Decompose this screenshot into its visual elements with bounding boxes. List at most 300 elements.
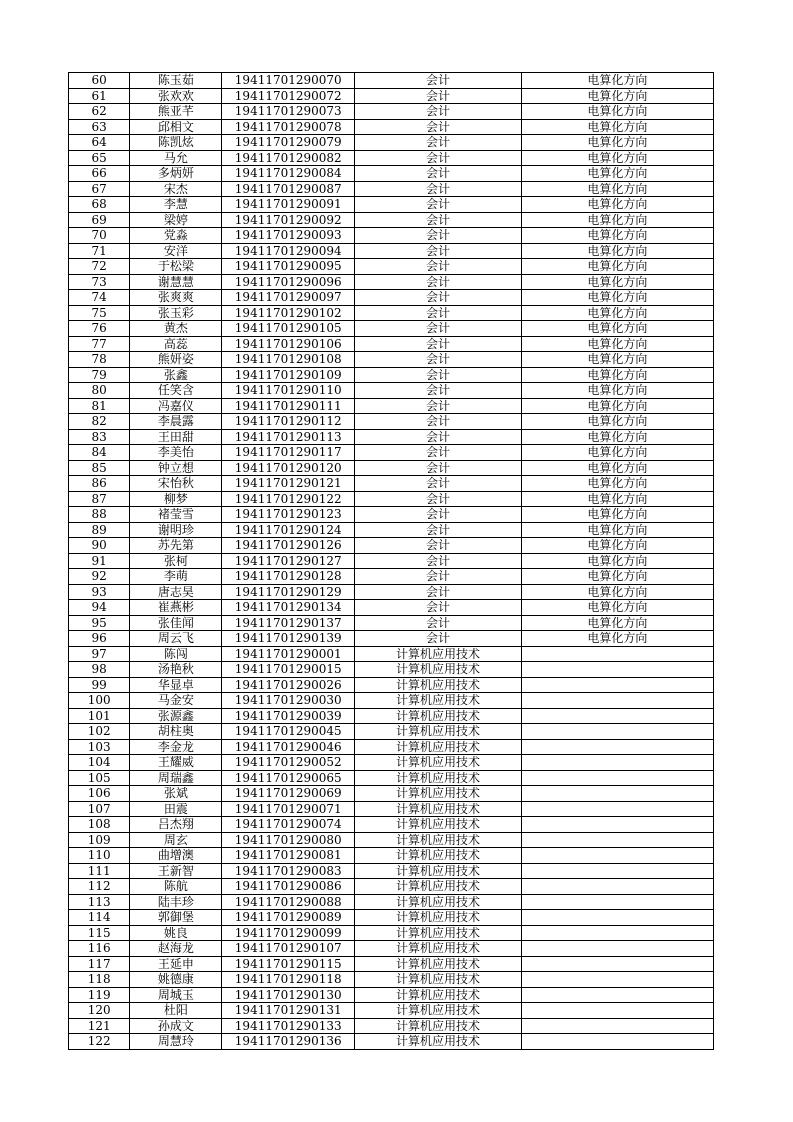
student-name-cell: 杜阳 xyxy=(130,1003,222,1019)
direction-cell: 电算化方向 xyxy=(521,398,713,414)
student-id-cell: 19411701290118 xyxy=(222,972,355,988)
major-cell: 计算机应用技术 xyxy=(355,662,522,678)
student-id-cell: 19411701290105 xyxy=(222,321,355,337)
major-cell: 会计 xyxy=(355,212,522,228)
major-cell: 计算机应用技术 xyxy=(355,879,522,895)
student-id-cell: 19411701290093 xyxy=(222,228,355,244)
student-name-cell: 张玉彩 xyxy=(130,305,222,321)
row-number-cell: 79 xyxy=(69,367,130,383)
student-name-cell: 张柯 xyxy=(130,553,222,569)
student-name-cell: 周瑞鑫 xyxy=(130,770,222,786)
table-row xyxy=(69,491,714,507)
row-number-cell: 114 xyxy=(69,910,130,926)
major-cell: 会计 xyxy=(355,321,522,337)
table-row xyxy=(69,724,714,740)
direction-cell: 电算化方向 xyxy=(521,414,713,430)
table-row xyxy=(69,770,714,786)
student-id-cell: 19411701290112 xyxy=(222,414,355,430)
row-number-cell: 69 xyxy=(69,212,130,228)
row-number-cell: 121 xyxy=(69,1018,130,1034)
student-id-cell: 19411701290130 xyxy=(222,987,355,1003)
student-id-cell: 19411701290106 xyxy=(222,336,355,352)
student-name-cell: 安洋 xyxy=(130,243,222,259)
student-id-cell: 19411701290122 xyxy=(222,491,355,507)
student-name-cell: 华显卓 xyxy=(130,677,222,693)
major-cell: 计算机应用技术 xyxy=(355,724,522,740)
student-id-cell: 19411701290097 xyxy=(222,290,355,306)
student-name-cell: 李金龙 xyxy=(130,739,222,755)
student-name-cell: 陈玉茹 xyxy=(130,73,222,89)
major-cell: 计算机应用技术 xyxy=(355,801,522,817)
student-id-cell: 19411701290124 xyxy=(222,522,355,538)
major-cell: 计算机应用技术 xyxy=(355,894,522,910)
major-cell: 会计 xyxy=(355,228,522,244)
major-cell: 会计 xyxy=(355,507,522,523)
major-cell: 计算机应用技术 xyxy=(355,755,522,771)
student-list-table xyxy=(68,72,714,1050)
student-id-cell: 19411701290121 xyxy=(222,476,355,492)
table-row xyxy=(69,212,714,228)
student-id-cell: 19411701290094 xyxy=(222,243,355,259)
major-cell: 会计 xyxy=(355,305,522,321)
student-name-cell: 钟立想 xyxy=(130,460,222,476)
row-number-cell: 109 xyxy=(69,832,130,848)
direction-cell xyxy=(521,770,713,786)
major-cell: 计算机应用技术 xyxy=(355,848,522,864)
student-name-cell: 周城玉 xyxy=(130,987,222,1003)
student-name-cell: 张欢欢 xyxy=(130,88,222,104)
row-number-cell: 112 xyxy=(69,879,130,895)
student-name-cell: 梁婷 xyxy=(130,212,222,228)
major-cell: 计算机应用技术 xyxy=(355,739,522,755)
student-id-cell: 19411701290136 xyxy=(222,1034,355,1050)
table-row xyxy=(69,305,714,321)
direction-cell: 电算化方向 xyxy=(521,352,713,368)
student-id-cell: 19411701290127 xyxy=(222,553,355,569)
direction-cell xyxy=(521,724,713,740)
table-row xyxy=(69,150,714,166)
table-row xyxy=(69,646,714,662)
table-row xyxy=(69,863,714,879)
student-name-cell: 王新智 xyxy=(130,863,222,879)
major-cell: 会计 xyxy=(355,88,522,104)
direction-cell: 电算化方向 xyxy=(521,538,713,554)
student-id-cell: 19411701290074 xyxy=(222,817,355,833)
major-cell: 计算机应用技术 xyxy=(355,770,522,786)
table-row xyxy=(69,615,714,631)
major-cell: 会计 xyxy=(355,491,522,507)
student-name-cell: 崔燕彬 xyxy=(130,600,222,616)
major-cell: 会计 xyxy=(355,398,522,414)
row-number-cell: 72 xyxy=(69,259,130,275)
direction-cell: 电算化方向 xyxy=(521,305,713,321)
student-id-cell: 19411701290096 xyxy=(222,274,355,290)
row-number-cell: 113 xyxy=(69,894,130,910)
direction-cell: 电算化方向 xyxy=(521,476,713,492)
student-name-cell: 周玄 xyxy=(130,832,222,848)
student-name-cell: 马金安 xyxy=(130,693,222,709)
student-name-cell: 郭御堡 xyxy=(130,910,222,926)
student-name-cell: 宋杰 xyxy=(130,181,222,197)
direction-cell xyxy=(521,956,713,972)
row-number-cell: 78 xyxy=(69,352,130,368)
direction-cell xyxy=(521,739,713,755)
major-cell: 计算机应用技术 xyxy=(355,863,522,879)
table-row xyxy=(69,972,714,988)
table-row xyxy=(69,832,714,848)
table-row xyxy=(69,445,714,461)
row-number-cell: 83 xyxy=(69,429,130,445)
table-row xyxy=(69,88,714,104)
direction-cell: 电算化方向 xyxy=(521,522,713,538)
direction-cell: 电算化方向 xyxy=(521,445,713,461)
student-name-cell: 孙成文 xyxy=(130,1018,222,1034)
table-row xyxy=(69,569,714,585)
major-cell: 会计 xyxy=(355,181,522,197)
table-row xyxy=(69,1018,714,1034)
major-cell: 会计 xyxy=(355,429,522,445)
table-row xyxy=(69,181,714,197)
major-cell: 会计 xyxy=(355,104,522,120)
major-cell: 计算机应用技术 xyxy=(355,1034,522,1050)
major-cell: 会计 xyxy=(355,243,522,259)
row-number-cell: 122 xyxy=(69,1034,130,1050)
student-id-cell: 19411701290079 xyxy=(222,135,355,151)
direction-cell xyxy=(521,925,713,941)
student-id-cell: 19411701290081 xyxy=(222,848,355,864)
major-cell: 计算机应用技术 xyxy=(355,832,522,848)
table-row xyxy=(69,321,714,337)
student-id-cell: 19411701290110 xyxy=(222,383,355,399)
student-name-cell: 谢明珍 xyxy=(130,522,222,538)
student-id-cell: 19411701290126 xyxy=(222,538,355,554)
student-id-cell: 19411701290123 xyxy=(222,507,355,523)
table-row xyxy=(69,538,714,554)
student-name-cell: 吕杰翔 xyxy=(130,817,222,833)
row-number-cell: 97 xyxy=(69,646,130,662)
table-row xyxy=(69,1003,714,1019)
major-cell: 会计 xyxy=(355,538,522,554)
student-name-cell: 陈航 xyxy=(130,879,222,895)
direction-cell: 电算化方向 xyxy=(521,615,713,631)
student-name-cell: 陈闯 xyxy=(130,646,222,662)
major-cell: 会计 xyxy=(355,135,522,151)
row-number-cell: 95 xyxy=(69,615,130,631)
direction-cell: 电算化方向 xyxy=(521,181,713,197)
student-id-cell: 19411701290084 xyxy=(222,166,355,182)
student-name-cell: 党淼 xyxy=(130,228,222,244)
major-cell: 计算机应用技术 xyxy=(355,646,522,662)
major-cell: 会计 xyxy=(355,336,522,352)
major-cell: 计算机应用技术 xyxy=(355,786,522,802)
student-id-cell: 19411701290072 xyxy=(222,88,355,104)
student-name-cell: 褚莹雪 xyxy=(130,507,222,523)
direction-cell xyxy=(521,863,713,879)
direction-cell xyxy=(521,646,713,662)
row-number-cell: 100 xyxy=(69,693,130,709)
direction-cell: 电算化方向 xyxy=(521,631,713,647)
row-number-cell: 86 xyxy=(69,476,130,492)
student-name-cell: 谢慧慧 xyxy=(130,274,222,290)
direction-cell xyxy=(521,1003,713,1019)
table-row xyxy=(69,910,714,926)
major-cell: 会计 xyxy=(355,553,522,569)
direction-cell: 电算化方向 xyxy=(521,104,713,120)
row-number-cell: 105 xyxy=(69,770,130,786)
student-id-cell: 19411701290083 xyxy=(222,863,355,879)
direction-cell: 电算化方向 xyxy=(521,507,713,523)
student-id-cell: 19411701290115 xyxy=(222,956,355,972)
student-id-cell: 19411701290078 xyxy=(222,119,355,135)
direction-cell: 电算化方向 xyxy=(521,290,713,306)
direction-cell xyxy=(521,786,713,802)
student-id-cell: 19411701290099 xyxy=(222,925,355,941)
table-row xyxy=(69,848,714,864)
direction-cell: 电算化方向 xyxy=(521,491,713,507)
student-name-cell: 王田甜 xyxy=(130,429,222,445)
direction-cell: 电算化方向 xyxy=(521,166,713,182)
table-row xyxy=(69,956,714,972)
direction-cell xyxy=(521,910,713,926)
row-number-cell: 93 xyxy=(69,584,130,600)
table-row xyxy=(69,925,714,941)
student-name-cell: 李美怡 xyxy=(130,445,222,461)
table-row xyxy=(69,259,714,275)
major-cell: 会计 xyxy=(355,367,522,383)
student-id-cell: 19411701290088 xyxy=(222,894,355,910)
student-id-cell: 19411701290026 xyxy=(222,677,355,693)
direction-cell: 电算化方向 xyxy=(521,429,713,445)
student-id-cell: 19411701290052 xyxy=(222,755,355,771)
student-name-cell: 熊亚芊 xyxy=(130,104,222,120)
row-number-cell: 84 xyxy=(69,445,130,461)
row-number-cell: 106 xyxy=(69,786,130,802)
table-row xyxy=(69,507,714,523)
row-number-cell: 89 xyxy=(69,522,130,538)
student-name-cell: 田震 xyxy=(130,801,222,817)
table-row xyxy=(69,476,714,492)
major-cell: 会计 xyxy=(355,476,522,492)
row-number-cell: 67 xyxy=(69,181,130,197)
row-number-cell: 70 xyxy=(69,228,130,244)
major-cell: 会计 xyxy=(355,274,522,290)
student-name-cell: 宋怡秋 xyxy=(130,476,222,492)
row-number-cell: 92 xyxy=(69,569,130,585)
table-row xyxy=(69,677,714,693)
direction-cell xyxy=(521,693,713,709)
major-cell: 会计 xyxy=(355,414,522,430)
major-cell: 计算机应用技术 xyxy=(355,972,522,988)
direction-cell: 电算化方向 xyxy=(521,584,713,600)
table-row xyxy=(69,352,714,368)
direction-cell xyxy=(521,1018,713,1034)
student-name-cell: 于松梁 xyxy=(130,259,222,275)
direction-cell xyxy=(521,894,713,910)
major-cell: 会计 xyxy=(355,290,522,306)
table-row xyxy=(69,290,714,306)
student-name-cell: 李萌 xyxy=(130,569,222,585)
row-number-cell: 115 xyxy=(69,925,130,941)
student-name-cell: 黄杰 xyxy=(130,321,222,337)
table-row xyxy=(69,398,714,414)
student-id-cell: 19411701290069 xyxy=(222,786,355,802)
student-id-cell: 19411701290111 xyxy=(222,398,355,414)
major-cell: 计算机应用技术 xyxy=(355,910,522,926)
table-row xyxy=(69,367,714,383)
major-cell: 计算机应用技术 xyxy=(355,708,522,724)
direction-cell: 电算化方向 xyxy=(521,88,713,104)
major-cell: 计算机应用技术 xyxy=(355,956,522,972)
student-id-cell: 19411701290070 xyxy=(222,73,355,89)
major-cell: 会计 xyxy=(355,631,522,647)
row-number-cell: 104 xyxy=(69,755,130,771)
student-name-cell: 柳梦 xyxy=(130,491,222,507)
table-row xyxy=(69,584,714,600)
row-number-cell: 108 xyxy=(69,817,130,833)
student-name-cell: 王延申 xyxy=(130,956,222,972)
major-cell: 计算机应用技术 xyxy=(355,1018,522,1034)
row-number-cell: 101 xyxy=(69,708,130,724)
major-cell: 会计 xyxy=(355,197,522,213)
row-number-cell: 118 xyxy=(69,972,130,988)
major-cell: 会计 xyxy=(355,584,522,600)
direction-cell: 电算化方向 xyxy=(521,367,713,383)
table-row xyxy=(69,135,714,151)
major-cell: 会计 xyxy=(355,460,522,476)
row-number-cell: 110 xyxy=(69,848,130,864)
table-row xyxy=(69,693,714,709)
student-id-cell: 19411701290129 xyxy=(222,584,355,600)
student-name-cell: 姚良 xyxy=(130,925,222,941)
row-number-cell: 60 xyxy=(69,73,130,89)
major-cell: 会计 xyxy=(355,600,522,616)
student-id-cell: 19411701290045 xyxy=(222,724,355,740)
table-row xyxy=(69,817,714,833)
table-row xyxy=(69,1034,714,1050)
table-row xyxy=(69,274,714,290)
student-name-cell: 汤艳秋 xyxy=(130,662,222,678)
major-cell: 计算机应用技术 xyxy=(355,817,522,833)
student-id-cell: 19411701290137 xyxy=(222,615,355,631)
major-cell: 会计 xyxy=(355,73,522,89)
student-name-cell: 张鑫 xyxy=(130,367,222,383)
row-number-cell: 117 xyxy=(69,956,130,972)
row-number-cell: 74 xyxy=(69,290,130,306)
student-name-cell: 马允 xyxy=(130,150,222,166)
direction-cell xyxy=(521,755,713,771)
major-cell: 会计 xyxy=(355,615,522,631)
student-id-cell: 19411701290108 xyxy=(222,352,355,368)
table-row xyxy=(69,631,714,647)
direction-cell xyxy=(521,832,713,848)
table-row xyxy=(69,894,714,910)
student-name-cell: 陆丰珍 xyxy=(130,894,222,910)
student-id-cell: 19411701290046 xyxy=(222,739,355,755)
table-row xyxy=(69,553,714,569)
major-cell: 会计 xyxy=(355,150,522,166)
student-id-cell: 19411701290139 xyxy=(222,631,355,647)
student-id-cell: 19411701290087 xyxy=(222,181,355,197)
student-name-cell: 苏先第 xyxy=(130,538,222,554)
student-id-cell: 19411701290080 xyxy=(222,832,355,848)
table-row xyxy=(69,522,714,538)
row-number-cell: 98 xyxy=(69,662,130,678)
row-number-cell: 75 xyxy=(69,305,130,321)
student-id-cell: 19411701290091 xyxy=(222,197,355,213)
student-name-cell: 周云飞 xyxy=(130,631,222,647)
student-name-cell: 胡柱奥 xyxy=(130,724,222,740)
table-row xyxy=(69,941,714,957)
row-number-cell: 63 xyxy=(69,119,130,135)
direction-cell: 电算化方向 xyxy=(521,73,713,89)
student-id-cell: 19411701290131 xyxy=(222,1003,355,1019)
student-id-cell: 19411701290071 xyxy=(222,801,355,817)
direction-cell xyxy=(521,708,713,724)
row-number-cell: 90 xyxy=(69,538,130,554)
row-number-cell: 73 xyxy=(69,274,130,290)
major-cell: 计算机应用技术 xyxy=(355,1003,522,1019)
student-name-cell: 张佳闻 xyxy=(130,615,222,631)
student-name-cell: 张源鑫 xyxy=(130,708,222,724)
row-number-cell: 82 xyxy=(69,414,130,430)
direction-cell xyxy=(521,987,713,1003)
student-name-cell: 张爽爽 xyxy=(130,290,222,306)
direction-cell: 电算化方向 xyxy=(521,336,713,352)
student-name-cell: 熊妍姿 xyxy=(130,352,222,368)
row-number-cell: 88 xyxy=(69,507,130,523)
direction-cell xyxy=(521,662,713,678)
direction-cell xyxy=(521,1034,713,1050)
table-row xyxy=(69,336,714,352)
table-row xyxy=(69,755,714,771)
student-id-cell: 19411701290015 xyxy=(222,662,355,678)
student-id-cell: 19411701290089 xyxy=(222,910,355,926)
major-cell: 计算机应用技术 xyxy=(355,693,522,709)
student-name-cell: 唐志昊 xyxy=(130,584,222,600)
row-number-cell: 80 xyxy=(69,383,130,399)
table-row xyxy=(69,197,714,213)
table-row xyxy=(69,73,714,89)
student-name-cell: 王耀威 xyxy=(130,755,222,771)
student-id-cell: 19411701290095 xyxy=(222,259,355,275)
student-id-cell: 19411701290134 xyxy=(222,600,355,616)
student-name-cell: 李慧 xyxy=(130,197,222,213)
row-number-cell: 85 xyxy=(69,460,130,476)
direction-cell: 电算化方向 xyxy=(521,119,713,135)
direction-cell: 电算化方向 xyxy=(521,383,713,399)
student-id-cell: 19411701290086 xyxy=(222,879,355,895)
table-row xyxy=(69,600,714,616)
student-name-cell: 多炳妍 xyxy=(130,166,222,182)
major-cell: 会计 xyxy=(355,445,522,461)
direction-cell: 电算化方向 xyxy=(521,553,713,569)
row-number-cell: 64 xyxy=(69,135,130,151)
row-number-cell: 61 xyxy=(69,88,130,104)
student-id-cell: 19411701290133 xyxy=(222,1018,355,1034)
direction-cell xyxy=(521,972,713,988)
student-id-cell: 19411701290113 xyxy=(222,429,355,445)
major-cell: 计算机应用技术 xyxy=(355,677,522,693)
table-row xyxy=(69,879,714,895)
student-id-cell: 19411701290092 xyxy=(222,212,355,228)
direction-cell: 电算化方向 xyxy=(521,259,713,275)
major-cell: 会计 xyxy=(355,383,522,399)
direction-cell: 电算化方向 xyxy=(521,197,713,213)
student-id-cell: 19411701290082 xyxy=(222,150,355,166)
row-number-cell: 77 xyxy=(69,336,130,352)
row-number-cell: 119 xyxy=(69,987,130,1003)
table-row xyxy=(69,739,714,755)
